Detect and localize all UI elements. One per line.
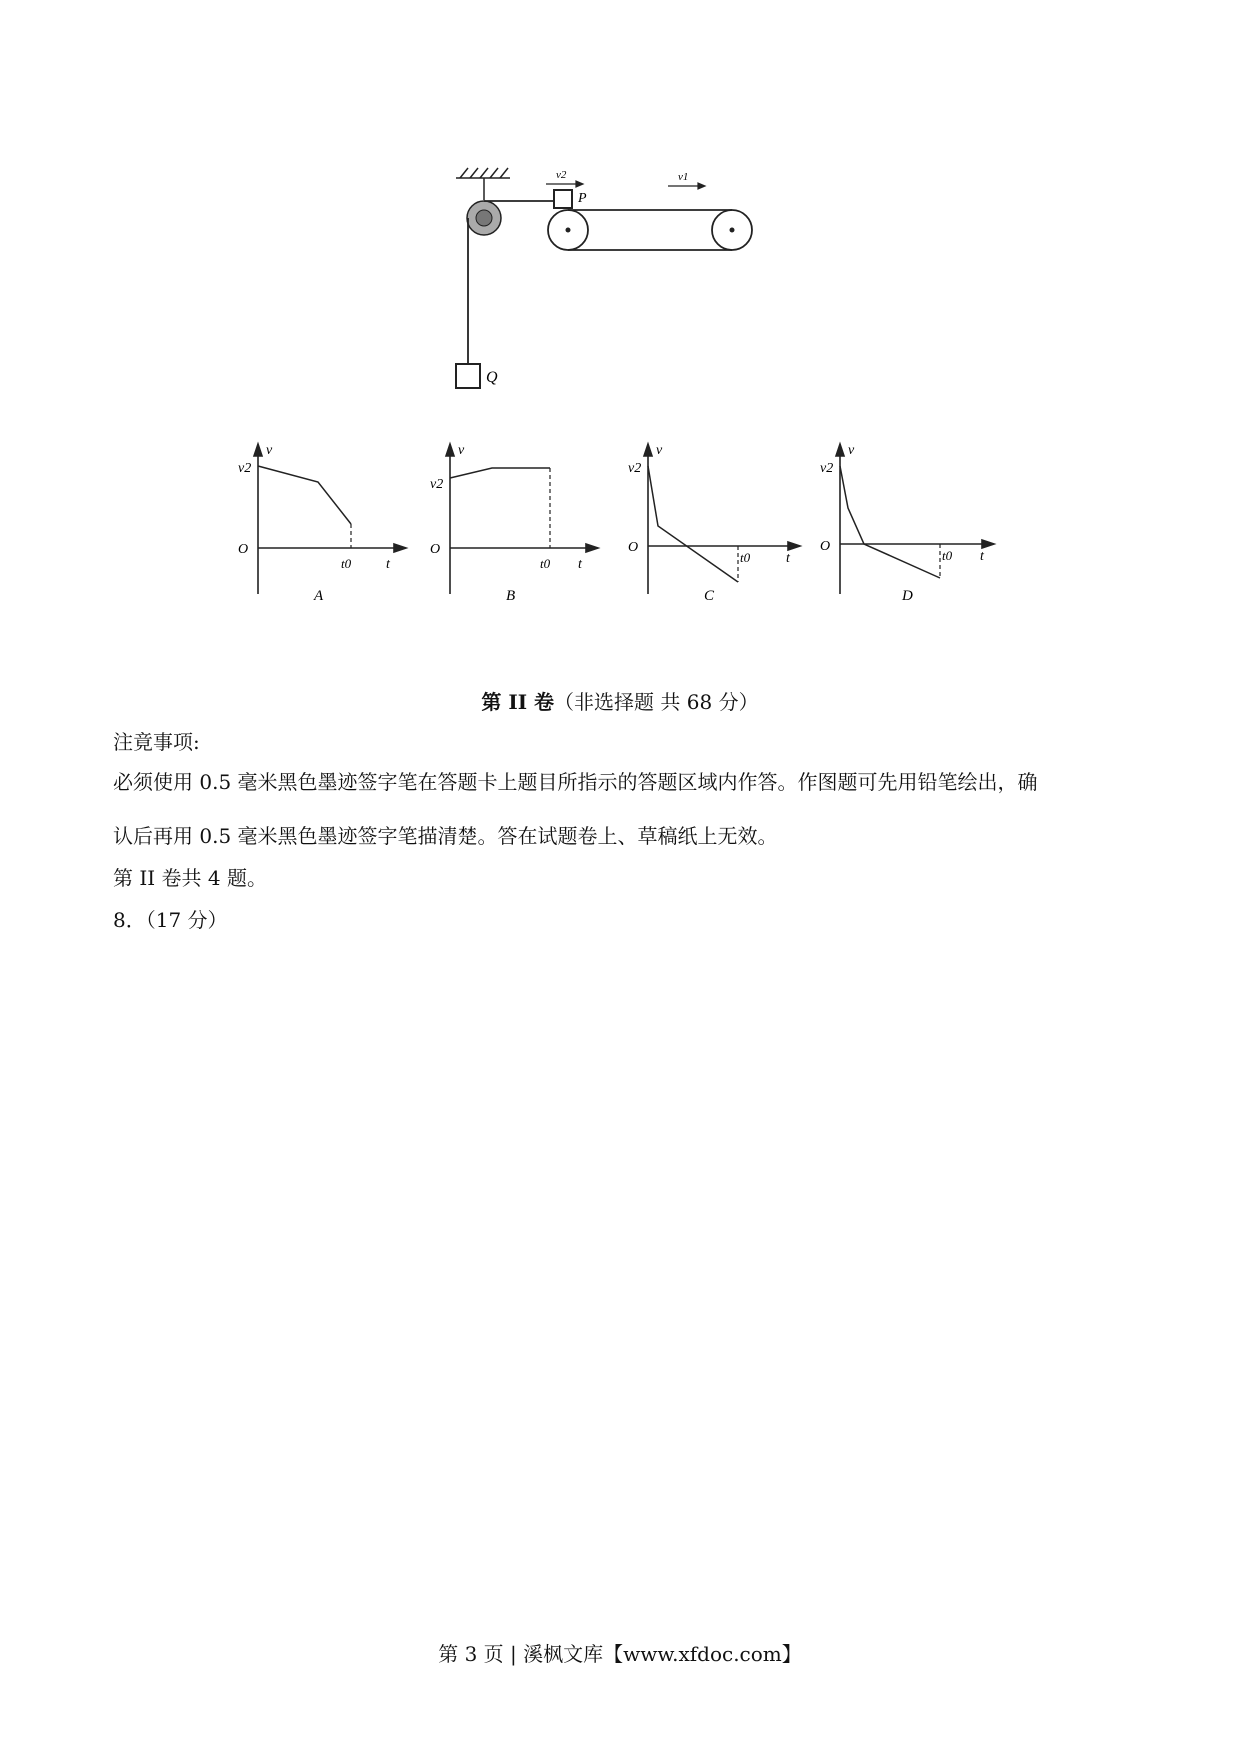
graph-c-t0-tick: t0 (740, 550, 751, 565)
label-q: Q (486, 369, 498, 386)
graph-c (620, 438, 810, 608)
label-v2: v2 (556, 169, 567, 181)
section-title-rest: （非选择题 共 68 分） (554, 690, 759, 714)
graph-a-t0-tick: t0 (341, 556, 352, 571)
graph-b-curve (450, 468, 550, 478)
graph-d-t-axis: t (980, 549, 984, 564)
block-p (554, 190, 572, 208)
graph-c-t-axis: t (786, 551, 790, 566)
graph-d-v-axis: v (848, 443, 855, 458)
graph-a-v-axis: v (266, 443, 273, 458)
ceiling-support (456, 168, 510, 200)
graph-d-origin: O (820, 539, 831, 554)
label-p: P (578, 191, 587, 206)
graph-d (814, 438, 1004, 608)
graph-d-v2-tick: v2 (820, 461, 834, 476)
v2-arrow (546, 181, 583, 187)
block-q (456, 364, 480, 388)
fixed-pulley (467, 201, 501, 235)
graph-b-t-axis: t (578, 557, 582, 572)
label-v1: v1 (678, 171, 689, 183)
graph-d-curve (840, 466, 940, 578)
graph-d-label: D (902, 588, 913, 604)
graph-d-t0-tick: t0 (942, 548, 953, 563)
notes-heading: 注竟事项: (113, 730, 200, 754)
graph-c-v2-tick: v2 (628, 461, 642, 476)
graph-a-label: A (314, 588, 324, 604)
graph-a (230, 438, 410, 608)
graph-a-v2-tick: v2 (238, 461, 252, 476)
notes-count: 第 II 卷共 4 题。 (113, 866, 267, 890)
graph-b-label: B (506, 588, 516, 604)
conveyor-belt (548, 210, 752, 250)
notes-line-1: 必须使用 0.5 毫米黑色墨迹签字笔在答题卡上题目所指示的答题区域内作答。作图题可先用铅笔绘出，确 (113, 770, 1038, 794)
graph-c-origin: O (628, 540, 639, 555)
graph-b (422, 438, 602, 608)
notes-line-2: 认后再用 0.5 毫米黑色墨迹签字笔描清楚。答在试题卷上、草稿纸上无效。 (113, 824, 778, 848)
section-title-bold: 第 II 卷 (481, 690, 555, 714)
graph-c-label: C (704, 588, 715, 604)
graph-b-v2-tick: v2 (430, 477, 444, 492)
graph-b-t0-tick: t0 (540, 556, 551, 571)
section-title (0, 688, 1240, 716)
graph-a-curve (258, 466, 351, 524)
graph-a-t-axis: t (386, 557, 390, 572)
v1-arrow (668, 183, 705, 189)
page-footer: 第 3 页 | 溪枫文库【www.xfdoc.com】 (438, 1642, 802, 1666)
graph-c-curve (648, 466, 738, 582)
graph-c-v-axis: v (656, 443, 663, 458)
graph-b-origin: O (430, 542, 441, 557)
graph-a-origin: O (238, 542, 249, 557)
question-8: 8．（17 分） (113, 908, 228, 932)
pulley-conveyor-diagram (450, 160, 770, 400)
graph-b-v-axis: v (458, 443, 465, 458)
